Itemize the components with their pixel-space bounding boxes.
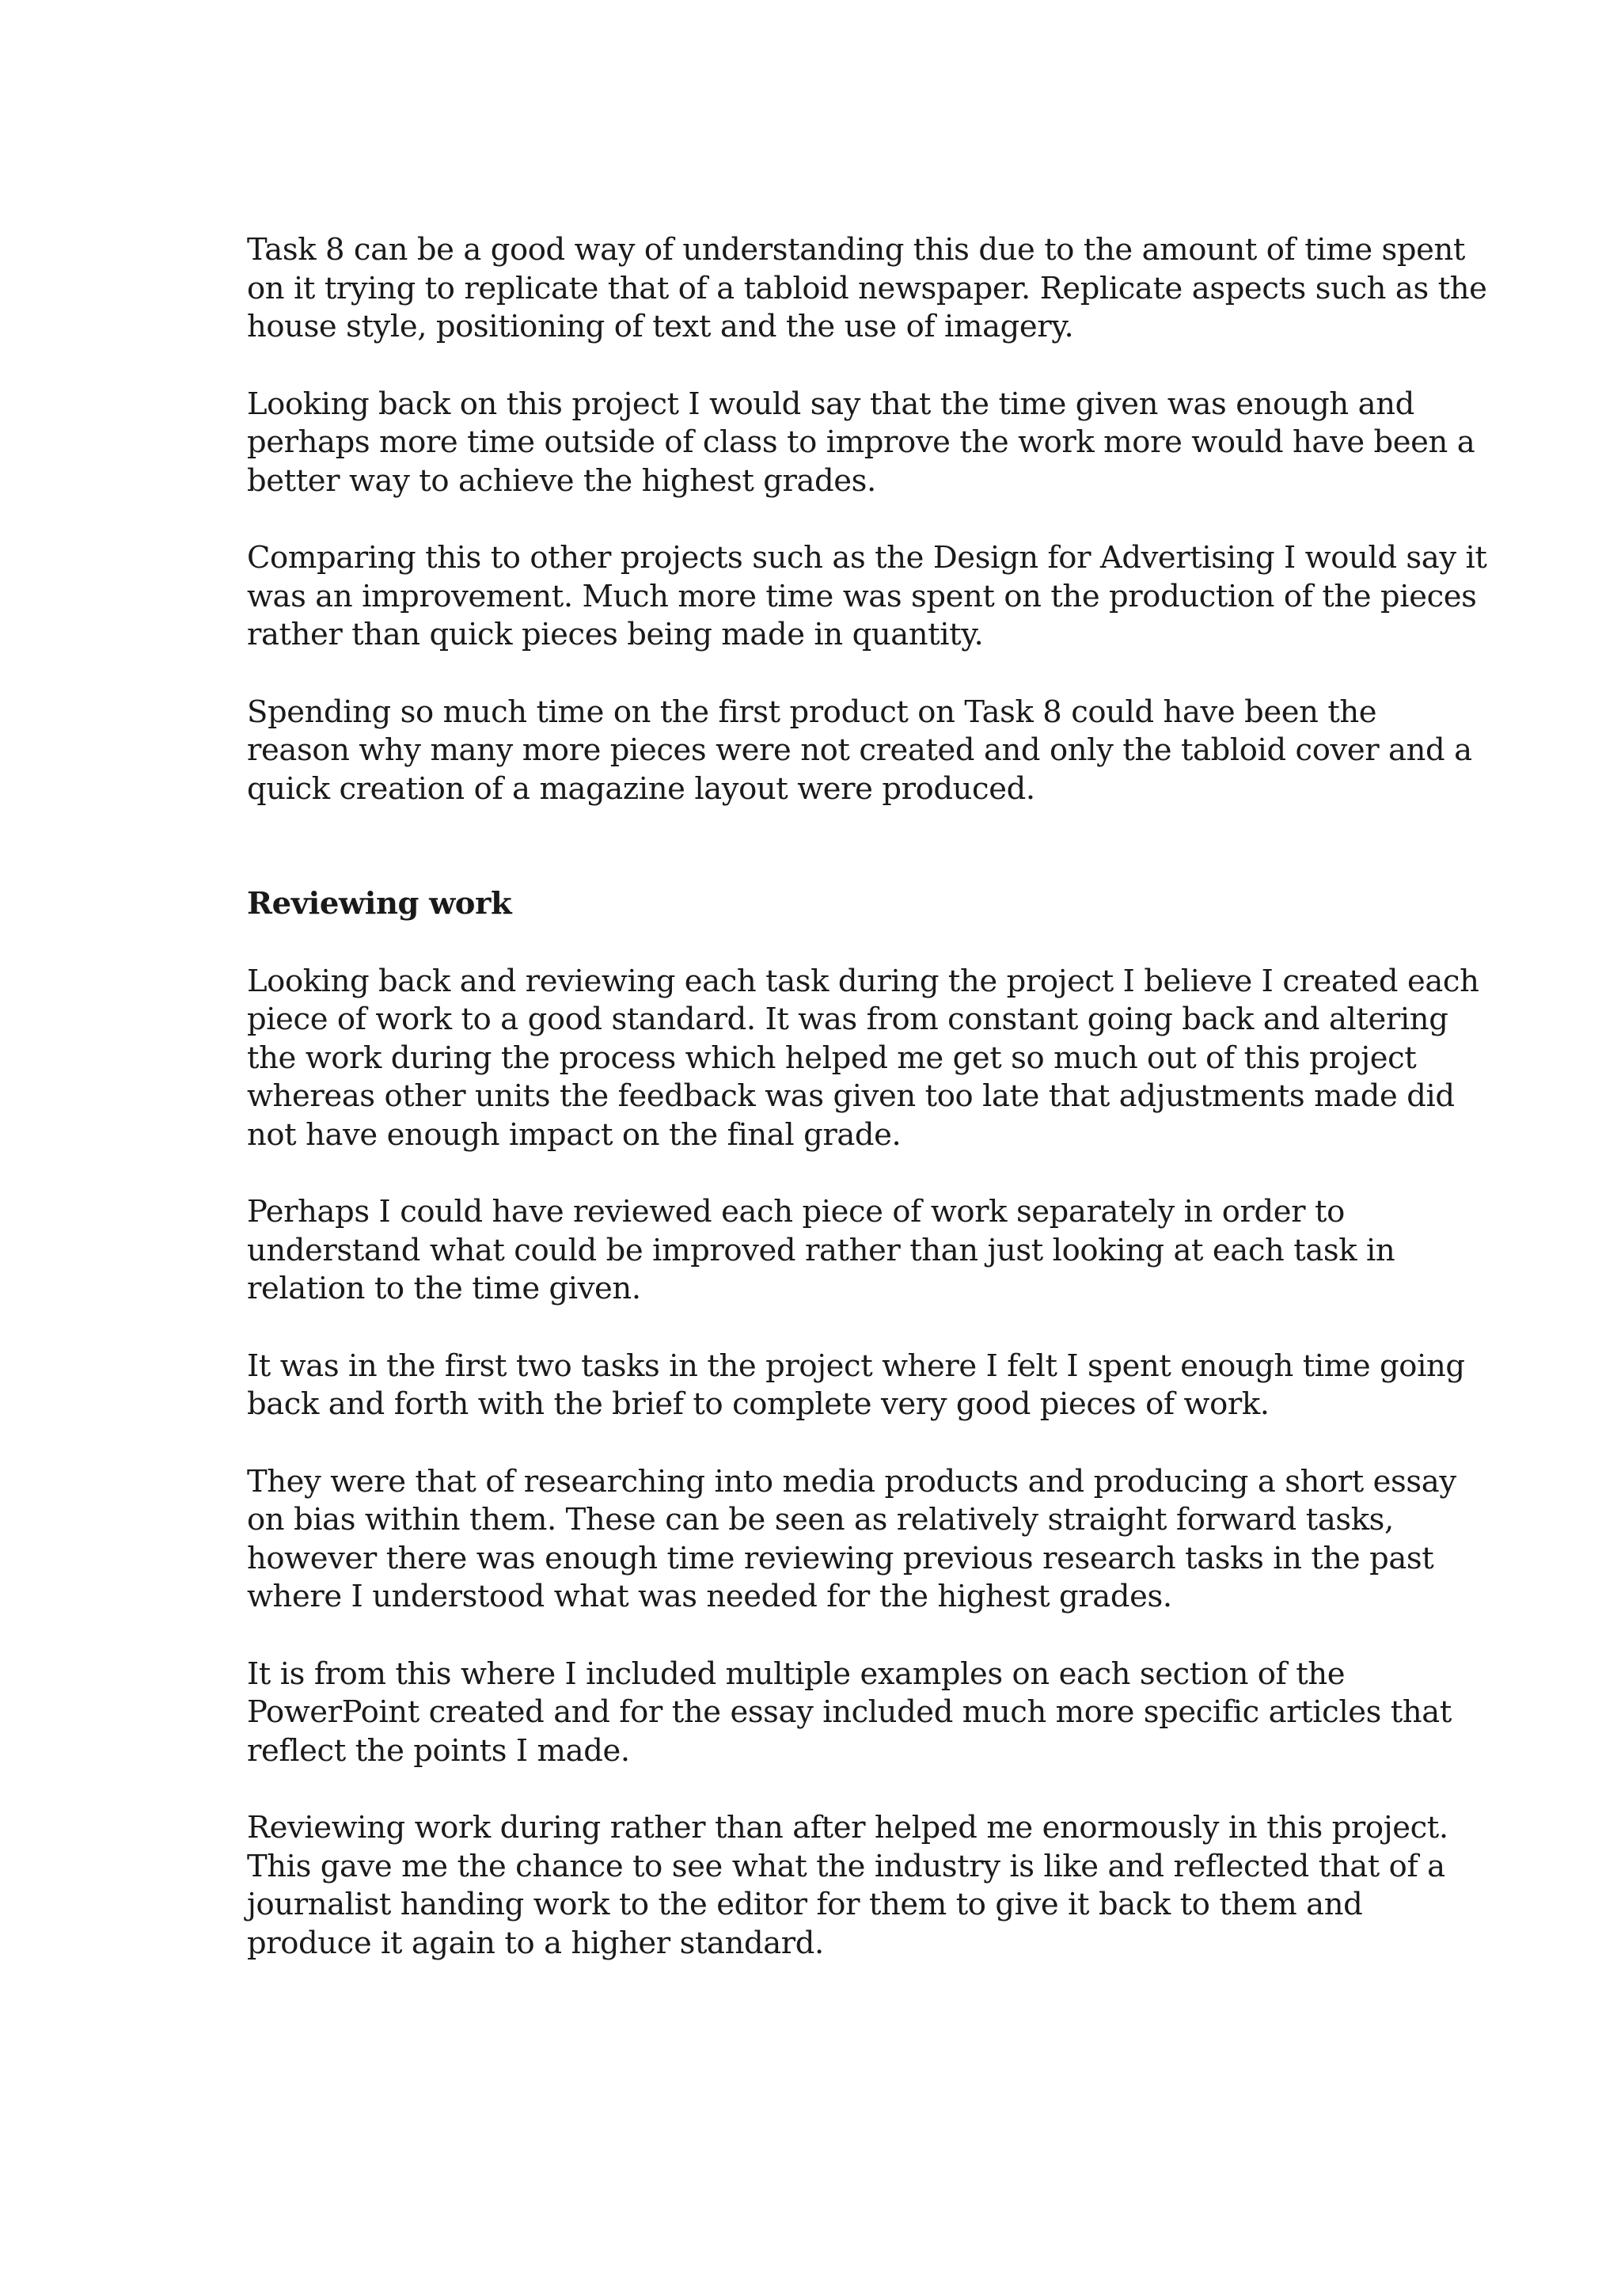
text-line: Task 8 can be a good way of understanding this due to the amount of time spent [247, 232, 1465, 268]
text-line: It was in the first two tasks in the project where I felt I spent enough time going [247, 1348, 1465, 1384]
section-heading [247, 885, 1403, 924]
paragraph-spacer [247, 1770, 1403, 1809]
text-line: on it trying to replicate that of a tabloid newspaper. Replicate aspects such as the [247, 270, 1487, 306]
text-line: better way to achieve the highest grades. [247, 462, 876, 499]
paragraph-spacer [247, 1309, 1403, 1348]
text-line: where I understood what was needed for the highest grades. [247, 1579, 1172, 1614]
section-spacer [247, 808, 1403, 885]
paragraph-spacer [247, 347, 1403, 386]
text-line: Reviewing work during rather than after helped me enormously in this project. [247, 1810, 1448, 1846]
text-line: journalist handing work to the editor for them to give it back to them and [247, 1887, 1363, 1922]
paragraph-spacer [247, 1154, 1403, 1193]
paragraph-time-given [247, 386, 1475, 501]
paragraph-spending-time [247, 694, 1472, 809]
text-line: They were that of researching into media products and producing a short essay [247, 1463, 1456, 1500]
text-line: perhaps more time outside of class to improve the work more would have been a [247, 424, 1475, 460]
paragraph-multiple-examples [247, 1655, 1452, 1771]
text-line: PowerPoint created and for the essay included much more specific articles that [247, 1694, 1452, 1730]
text-line: was an improvement. Much more time was spent on the production of the pieces [247, 578, 1477, 614]
text-line: Spending so much time on the first product on Task 8 could have been the [247, 694, 1377, 730]
text-line: Looking back on this project I would say that the time given was enough and [247, 386, 1414, 422]
text-line: back and forth with the brief to complete very good pieces of work. [247, 1386, 1270, 1422]
paragraph-spacer [247, 1617, 1403, 1655]
paragraph-separate-review [247, 1193, 1403, 1309]
text-line: reflect the points I made. [247, 1732, 630, 1769]
text-line: piece of work to a good standard. It was from constant going back and altering [247, 1002, 1448, 1037]
text-line: house style, positioning of text and the use of imagery. [247, 309, 1074, 344]
text-line: relation to the time given. [247, 1271, 641, 1306]
text-line: It is from this where I included multiple examples on each section of the [247, 1655, 1346, 1692]
text-line: quick creation of a magazine layout were produced. [247, 770, 1035, 807]
text-line: reason why many more pieces were not created and only the tabloid cover and a [247, 732, 1472, 768]
document-body [247, 231, 1487, 1963]
text-line: Looking back and reviewing each task during the project I believe I created each [247, 963, 1479, 999]
text-line: the work during the process which helped me get so much out of this project [247, 1040, 1417, 1076]
text-line: not have enough impact on the final grade. [247, 1116, 902, 1153]
text-line: produce it again to a higher standard. [247, 1925, 824, 1961]
paragraph-first-two-tasks [247, 1348, 1465, 1424]
text-line: rather than quick pieces being made in quantity. [247, 617, 984, 652]
text-line: whereas other units the feedback was given too late that adjustments made did [247, 1078, 1455, 1114]
text-line: Comparing this to other projects such as the Design for Advertising I would say it [247, 540, 1487, 576]
text-line: however there was enough time reviewing previous research tasks in the past [247, 1540, 1434, 1576]
paragraph-spacer [247, 924, 1403, 963]
paragraph-spacer [247, 655, 1403, 694]
text-line: on bias within them. These can be seen as relatively straight forward tasks, [247, 1502, 1394, 1538]
section-heading-text: Reviewing work [247, 886, 512, 922]
text-line: This gave me the chance to see what the industry is like and reflected that of a [247, 1848, 1445, 1884]
paragraph-comparison [247, 539, 1487, 655]
paragraph-spacer [247, 1424, 1403, 1463]
paragraph-spacer [247, 500, 1403, 539]
paragraph-reviewing-tasks [247, 963, 1479, 1155]
text-line: understand what could be improved rather than just looking at each task in [247, 1232, 1395, 1268]
paragraph-research-essay [247, 1463, 1456, 1617]
text-line: Perhaps I could have reviewed each piece of work separately in order to [247, 1194, 1345, 1230]
paragraph-task8-intro [247, 231, 1487, 347]
paragraph-reviewing-during [247, 1809, 1448, 1963]
